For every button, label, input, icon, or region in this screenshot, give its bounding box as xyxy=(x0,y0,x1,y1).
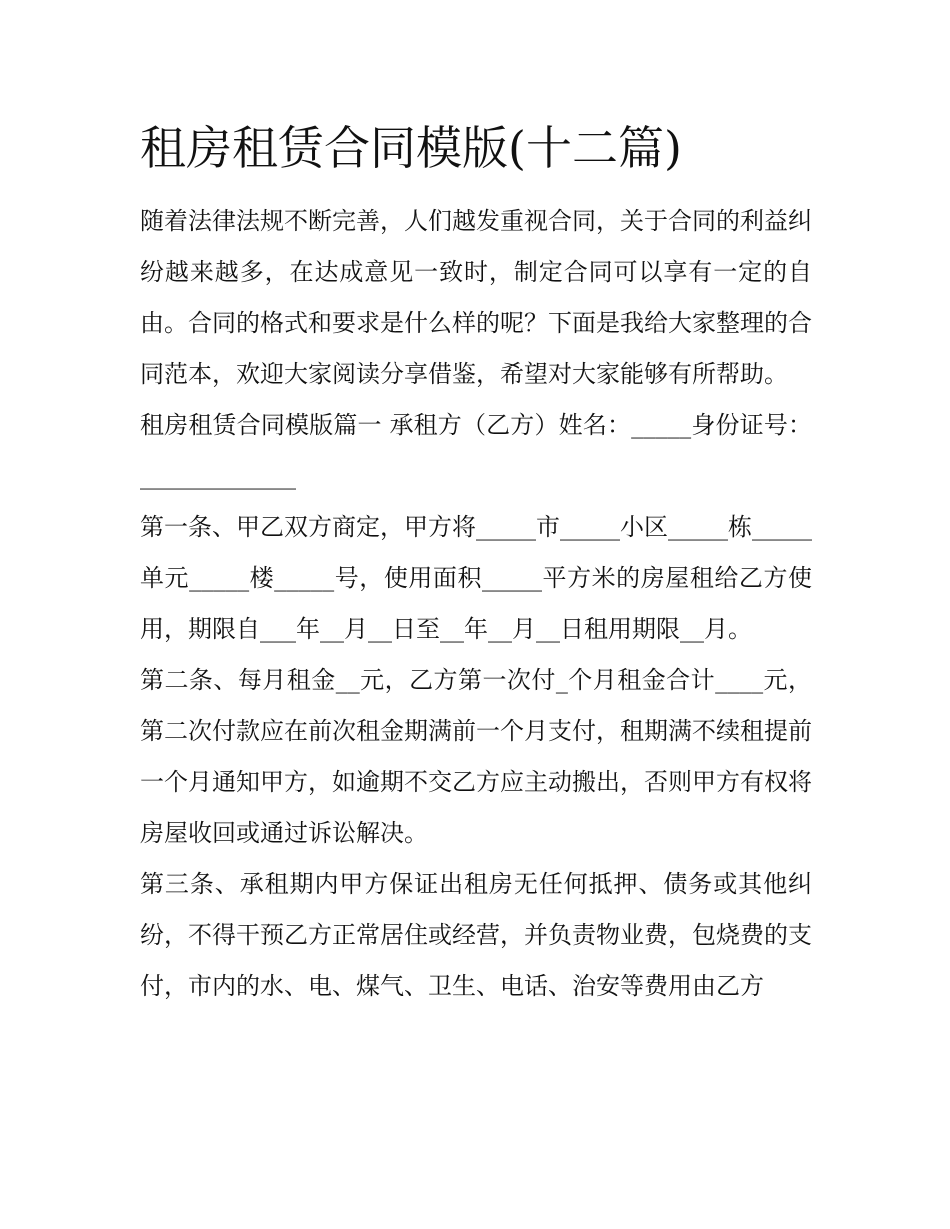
tenant-info-paragraph: 租房租赁合同模版篇一 承租方（乙方）姓名：_____身份证号：_____________ xyxy=(140,411,812,490)
document-title: 租房租赁合同模版(十二篇) xyxy=(140,121,682,175)
document-body xyxy=(140,196,812,1012)
article-2-paragraph: 第二条、每月租金__元，乙方第一次付_个月租金合计____元，第二次付款应在前次租金期满前一个月支付，租期满不续租提前一个月通知甲方，如逾期不交乙方应主动搬出，否则甲方有权将房屋收回或通过诉讼解决。 xyxy=(140,666,812,847)
intro-paragraph: 随着法律法规不断完善，人们越发重视合同，关于合同的利益纠纷越来越多，在达成意见一致时，制定合同可以享有一定的自由。合同的格式和要求是什么样的呢？下面是我给大家整理的合同范本，欢迎大家阅读分享借鉴，希望对大家能够有所帮助。 xyxy=(140,207,812,388)
article-3-paragraph: 第三条、承租期内甲方保证出租房无任何抵押、债务或其他纠纷，不得干预乙方正常居住或经营，并负责物业费，包烧费的支付，市内的水、电、煤气、卫生、电话、治安等费用由乙方 xyxy=(140,870,812,1000)
article-1-paragraph: 第一条、甲乙双方商定，甲方将_____市_____小区_____栋_____单元_____楼_____号，使用面积_____平方米的房屋租给乙方使用，期限自___年__月__日至__年__月__日租用期限__月。 xyxy=(140,513,812,643)
